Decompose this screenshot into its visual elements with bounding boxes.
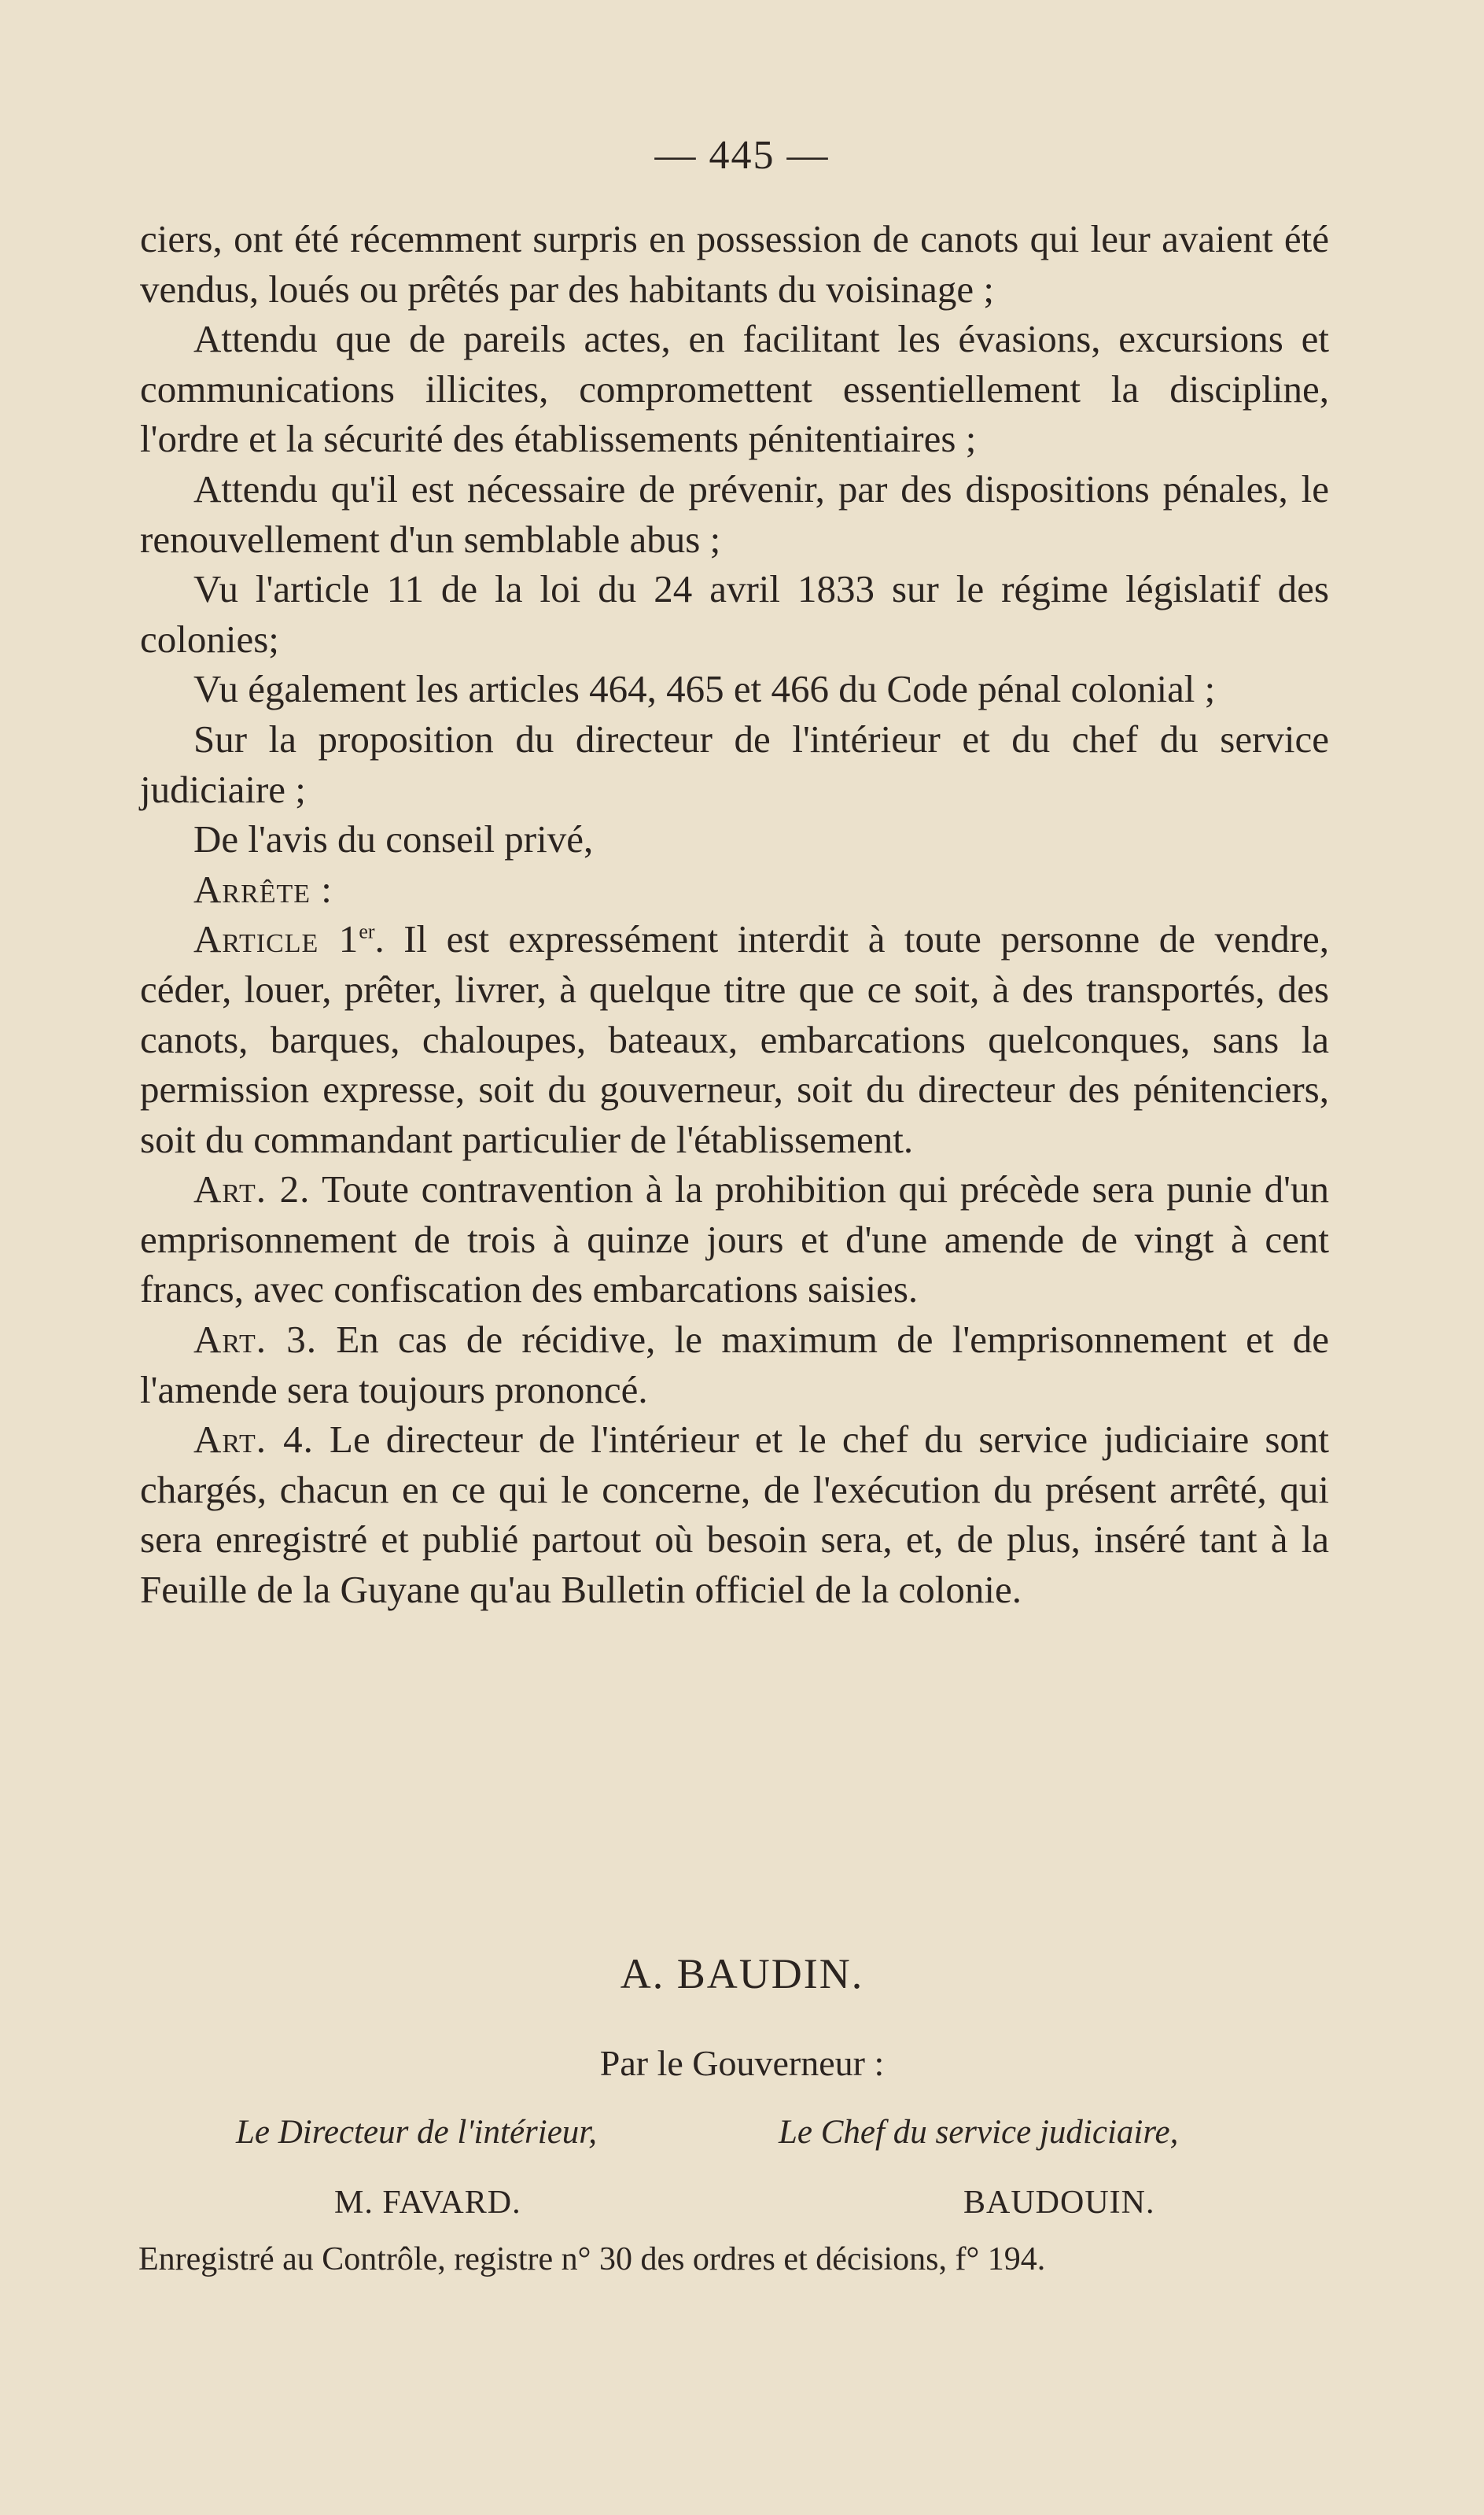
arrete-heading [140, 865, 1329, 915]
article-3-text: En cas de récidive, le maximum de l'emprisonnement et de l'amende sera toujours prononcé. [140, 1318, 1329, 1411]
article-1 [140, 914, 1329, 1164]
article-3-label: Art. 3. [193, 1318, 318, 1362]
paragraph-attendu-2: Attendu qu'il est nécessaire de prévenir, par des dispositions pénales, le renouvellement d'un semblable abus ; [140, 466, 1329, 561]
article-2 [140, 1164, 1329, 1315]
article-4-label: Art. 4. [193, 1418, 314, 1462]
signatory-name: A. BAUDIN. [620, 1950, 864, 1997]
article-3 [140, 1315, 1329, 1414]
article-4 [140, 1414, 1329, 1614]
left-title: Le Directeur de l'intérieur, [236, 2114, 598, 2151]
right-name: BAUDOUIN. [963, 2185, 1155, 2221]
paragraph-vu-code: Vu également les articles 464, 465 et 466 du Code pénal colonial ; [193, 667, 1216, 711]
paragraph-vu-loi: Vu l'article 11 de la loi du 24 avril 1833 sur le régime législatif des colonies; [140, 567, 1329, 661]
page-number: — 445 — [654, 133, 830, 178]
article-1-sup: er [359, 920, 375, 943]
article-1-label: Article 1 [193, 917, 359, 961]
paragraph-1: ciers, ont été récemment surpris en possession de canots qui leur avaient été vendus, loués ou prêtés par des habitants du voisinage ; [140, 217, 1329, 311]
right-title: Le Chef du service judiciaire, [779, 2114, 1179, 2151]
article-2-label: Art. 2. [193, 1167, 311, 1211]
article-2-text: Toute contravention à la prohibition qui précède sera punie d'un emprisonnement de trois à quinze jours et d'une amende de vingt à cent francs, avec confiscation des embarcations saisies. [140, 1167, 1329, 1311]
article-4-text: Le directeur de l'intérieur et le chef du service judiciaire sont chargés, chacun en ce qui le concerne, de l'exécution du présent arrêté, qui sera enregistré et publié partout où besoin sera, et, de plus, inséré tant à la Feuille de la Guyane qu'au Bulletin officiel de la colonie. [140, 1418, 1330, 1612]
registration-note: Enregistré au Contrôle, registre n° 30 des ordres et décisions, f° 194. [138, 2241, 1046, 2277]
par-le-gouverneur: Par le Gouverneur : [599, 2043, 885, 2083]
paragraph-attendu-1: Attendu que de pareils actes, en facilitant les évasions, excursions et communications illicites, compromettent essentiellement la discipline, l'ordre et la sécurité des établissements pénitentiaires ; [140, 317, 1329, 461]
paragraph-proposition: Sur la proposition du directeur de l'intérieur et du chef du service judiciaire ; [140, 717, 1329, 811]
left-name: M. FAVARD. [334, 2185, 521, 2221]
arrete-label: Arrête : [193, 867, 333, 911]
decree-body [140, 214, 1329, 1615]
article-1-text: . Il est expressément interdit à toute personne de vendre, céder, louer, prêter, livrer, à quelque titre que ce soit, à des transportés, des canots, barques, chaloupes, bateaux, embarcations quelconques, sans la permission expresse, soit du gouverneur, soit du directeur des pénitenciers, soit du commandant particulier de l'établissement. [140, 917, 1330, 1161]
paragraph-avis: De l'avis du conseil privé, [193, 817, 594, 861]
